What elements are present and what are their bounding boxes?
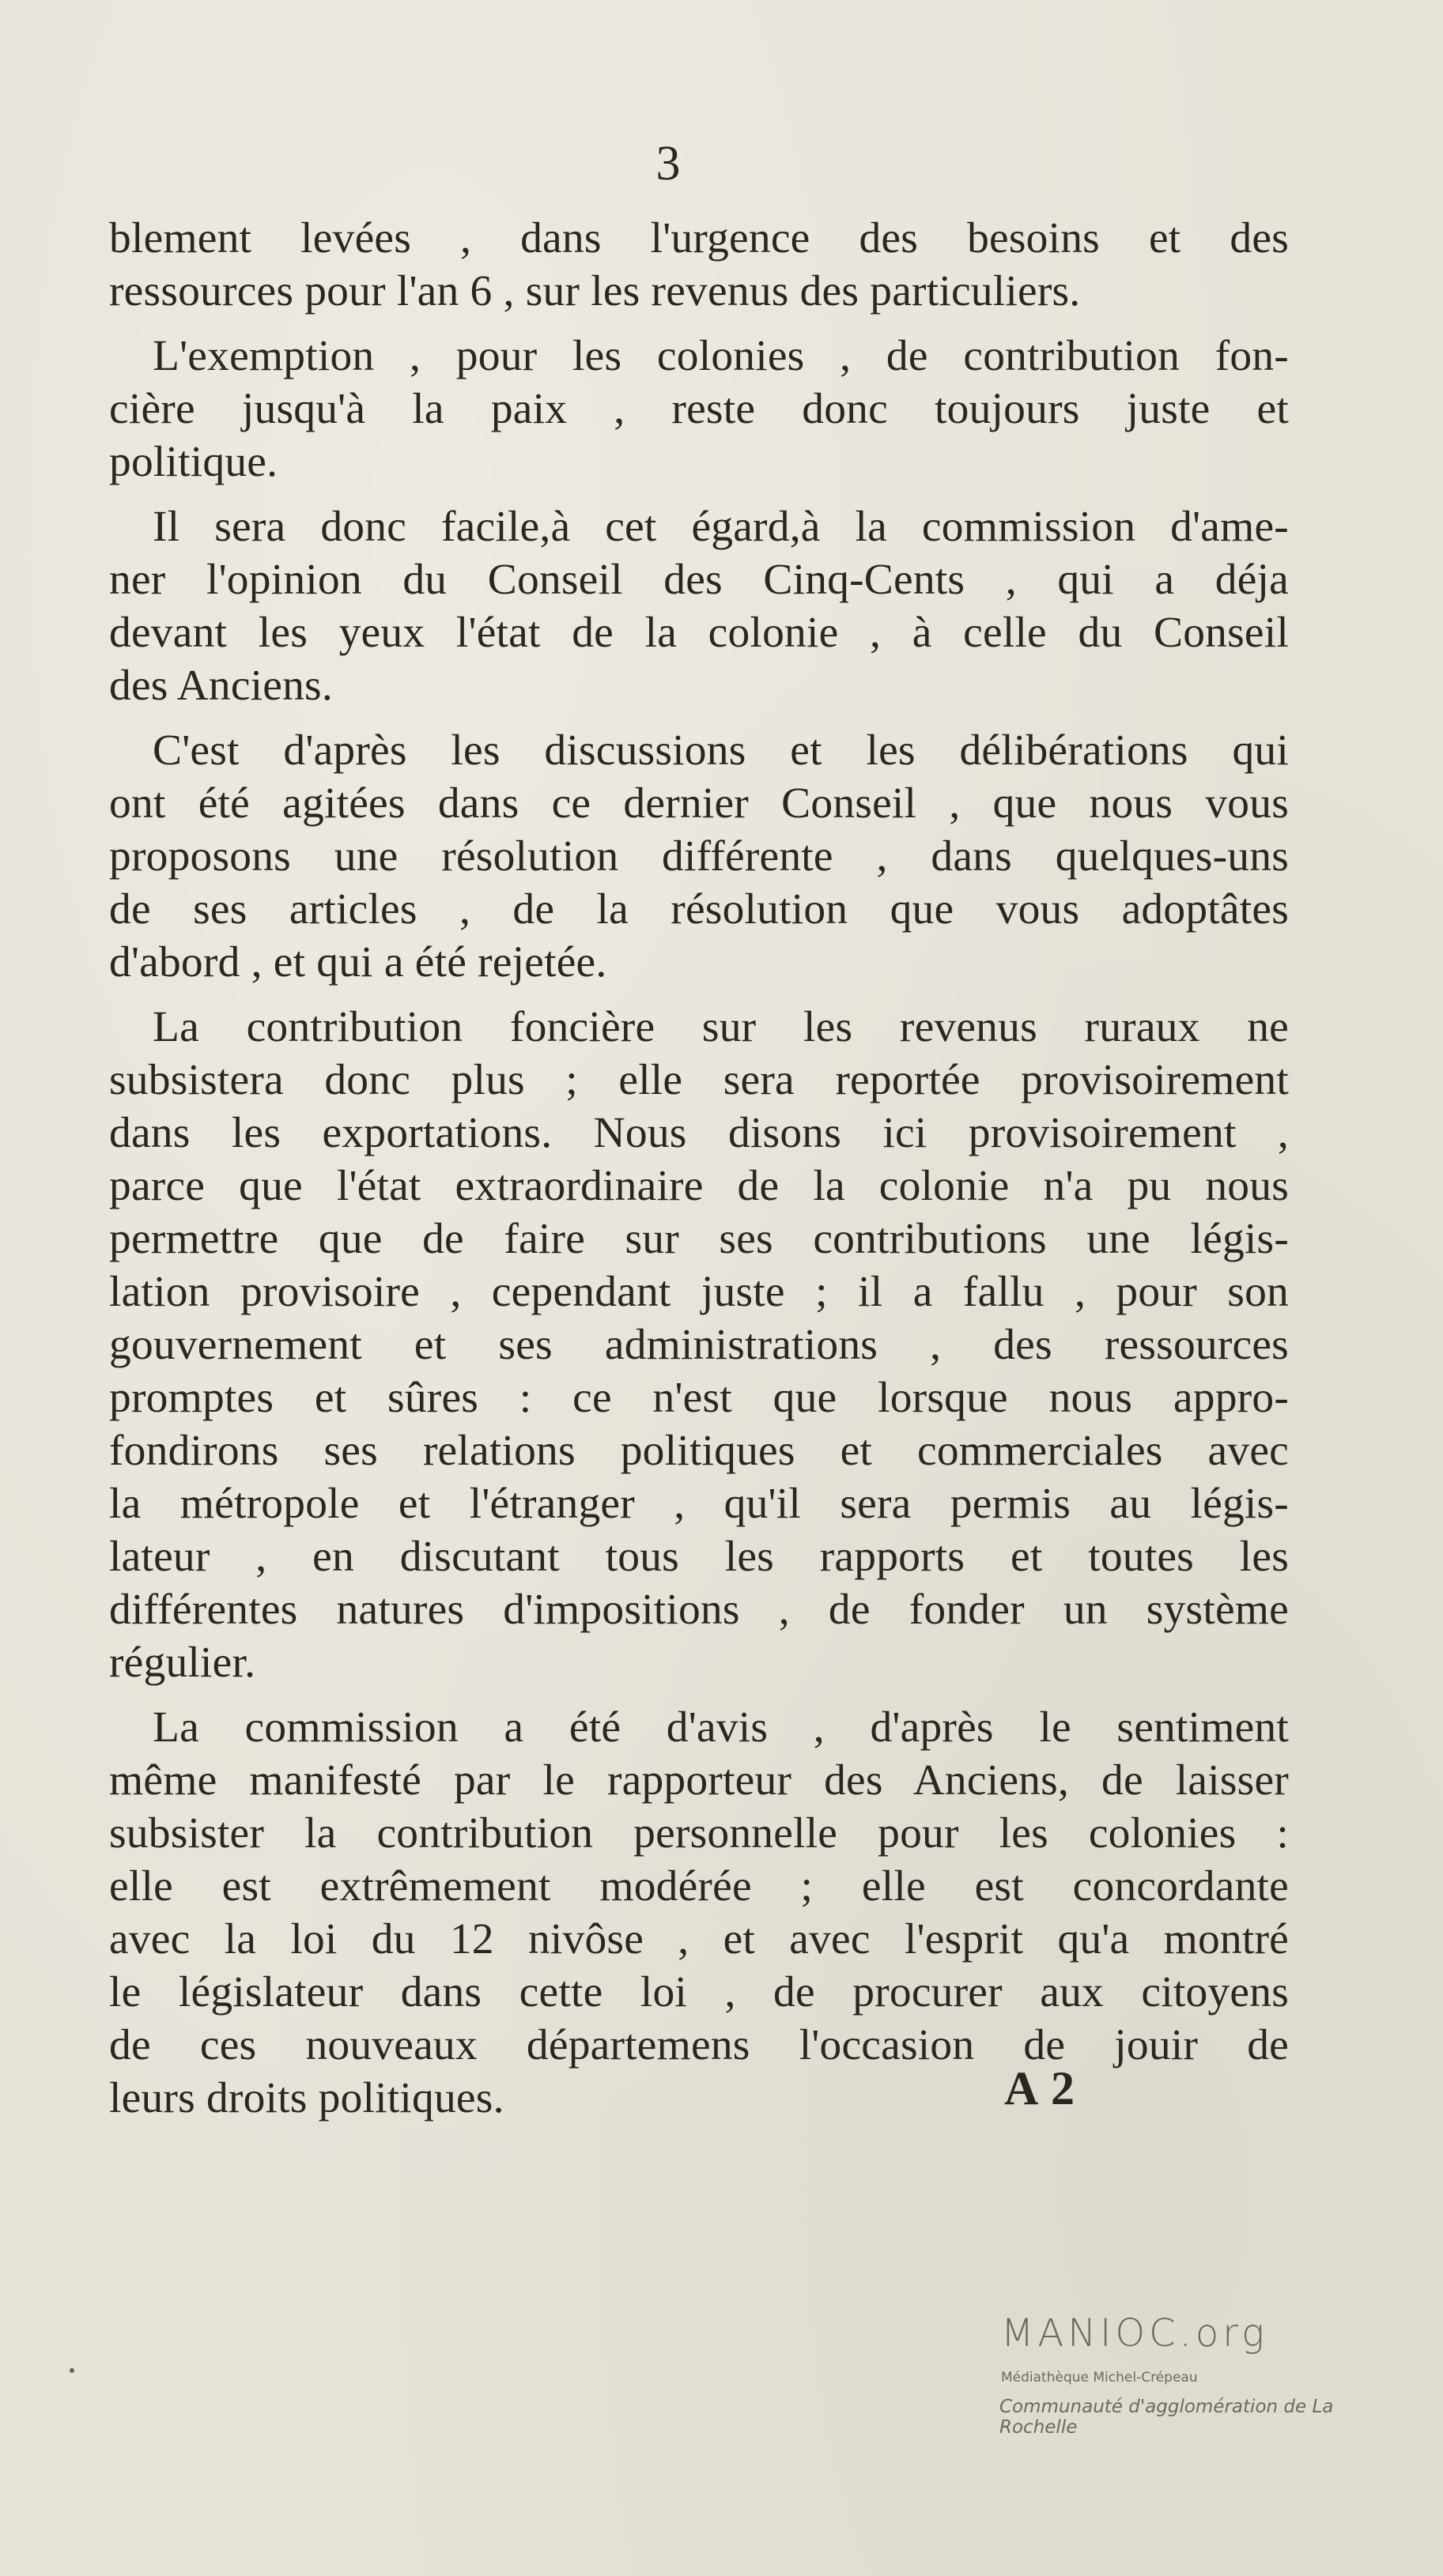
text-line: elle est extrêmement modérée ; elle est concordante <box>109 1862 1289 1910</box>
paragraph <box>109 330 1289 383</box>
paragraph <box>109 1001 1289 1054</box>
text-line: ner l'opinion du Conseil des Cinq-Cents , qui a déja <box>109 556 1289 604</box>
text-line: de ces nouveaux départemens l'occasion de jouir de <box>109 2021 1289 2069</box>
text-line: lation provisoire , cependant juste ; il a fallu , pour son <box>109 1268 1289 1316</box>
text-line: des Anciens. <box>109 662 333 710</box>
paragraph <box>109 500 1289 553</box>
text-line: ressources pour l'an 6 , sur les revenus des particuliers. <box>109 267 1081 315</box>
paragraph-continuation <box>109 777 1289 989</box>
text-line: d'abord , et qui a été rejetée. <box>109 938 607 986</box>
text-line: La contribution foncière sur les revenus ruraux ne <box>153 1003 1289 1051</box>
text-line: même manifesté par le rapporteur des Anciens, de laisser <box>109 1756 1289 1805</box>
text-line: La commission a été d'avis , d'après le sentiment <box>153 1703 1289 1752</box>
text-line: de ses articles , de la résolution que vous adoptâtes <box>109 885 1289 933</box>
paragraph <box>109 1701 1289 1754</box>
text-line: le législateur dans cette loi , de procurer aux citoyens <box>109 1968 1289 2016</box>
text-line: lateur , en discutant tous les rapports et toutes les <box>109 1533 1289 1581</box>
text-line: devant les yeux l'état de la colonie , à celle du Conseil <box>109 609 1289 657</box>
paragraph-continuation <box>109 383 1289 488</box>
ink-speck <box>70 2368 74 2373</box>
text-line: permettre que de faire sur ses contributions une légis- <box>109 1215 1289 1263</box>
text-line: subsistera donc plus ; elle sera reportée provisoirement <box>109 1056 1289 1104</box>
manioc-watermark <box>999 2311 1404 2438</box>
text-line: leurs droits politiques. <box>109 2074 504 2122</box>
text-line: politique. <box>109 438 278 486</box>
text-line: promptes et sûres : ce n'est que lorsque nous appro- <box>109 1374 1289 1422</box>
body-text <box>109 212 1289 2125</box>
text-line: blement levées , dans l'urgence des besoins et des <box>109 214 1289 262</box>
paragraph <box>109 212 1289 318</box>
text-line: la métropole et l'étranger , qu'il sera permis au légis- <box>109 1480 1289 1528</box>
paragraph-continuation <box>109 553 1289 712</box>
text-line: C'est d'après les discussions et les délibérations qui <box>153 726 1289 775</box>
text-line: avec la loi du 12 nivôse , et avec l'esprit qu'a montré <box>109 1915 1289 1963</box>
text-line: cière jusqu'à la paix , reste donc toujours juste et <box>109 385 1289 433</box>
text-line: L'exemption , pour les colonies , de contribution fon- <box>153 332 1289 380</box>
text-line: gouvernement et ses administrations , des ressources <box>109 1321 1289 1369</box>
paragraph-continuation <box>109 1054 1289 1689</box>
signature-mark: A 2 <box>1004 2062 1077 2114</box>
text-line: Il sera donc facile,à cet égard,à la commission d'ame- <box>153 503 1289 551</box>
text-line: différentes natures d'impositions , de fonder un système <box>109 1586 1289 1634</box>
paragraph-continuation <box>109 1754 1289 2125</box>
text-line: ont été agitées dans ce dernier Conseil , que nous vous <box>109 779 1289 828</box>
text-line: fondirons ses relations politiques et commerciales avec <box>109 1427 1289 1475</box>
watermark-library: Médiathèque Michel-Crépeau <box>1001 2370 1198 2386</box>
page-number: 3 <box>655 137 681 190</box>
text-line: dans les exportations. Nous disons ici provisoirement , <box>109 1109 1289 1157</box>
text-line: subsister la contribution personnelle pour les colonies : <box>109 1809 1289 1858</box>
text-line: régulier. <box>109 1639 256 1687</box>
text-line: proposons une résolution différente , dans quelques-uns <box>109 832 1289 881</box>
paragraph <box>109 724 1289 777</box>
watermark-title: MANIOC.org <box>1001 2311 1268 2355</box>
watermark-community: Communauté d'agglomération de La Rochelle <box>999 2397 1334 2438</box>
text-line: parce que l'état extraordinaire de la colonie n'a pu nous <box>109 1162 1289 1210</box>
